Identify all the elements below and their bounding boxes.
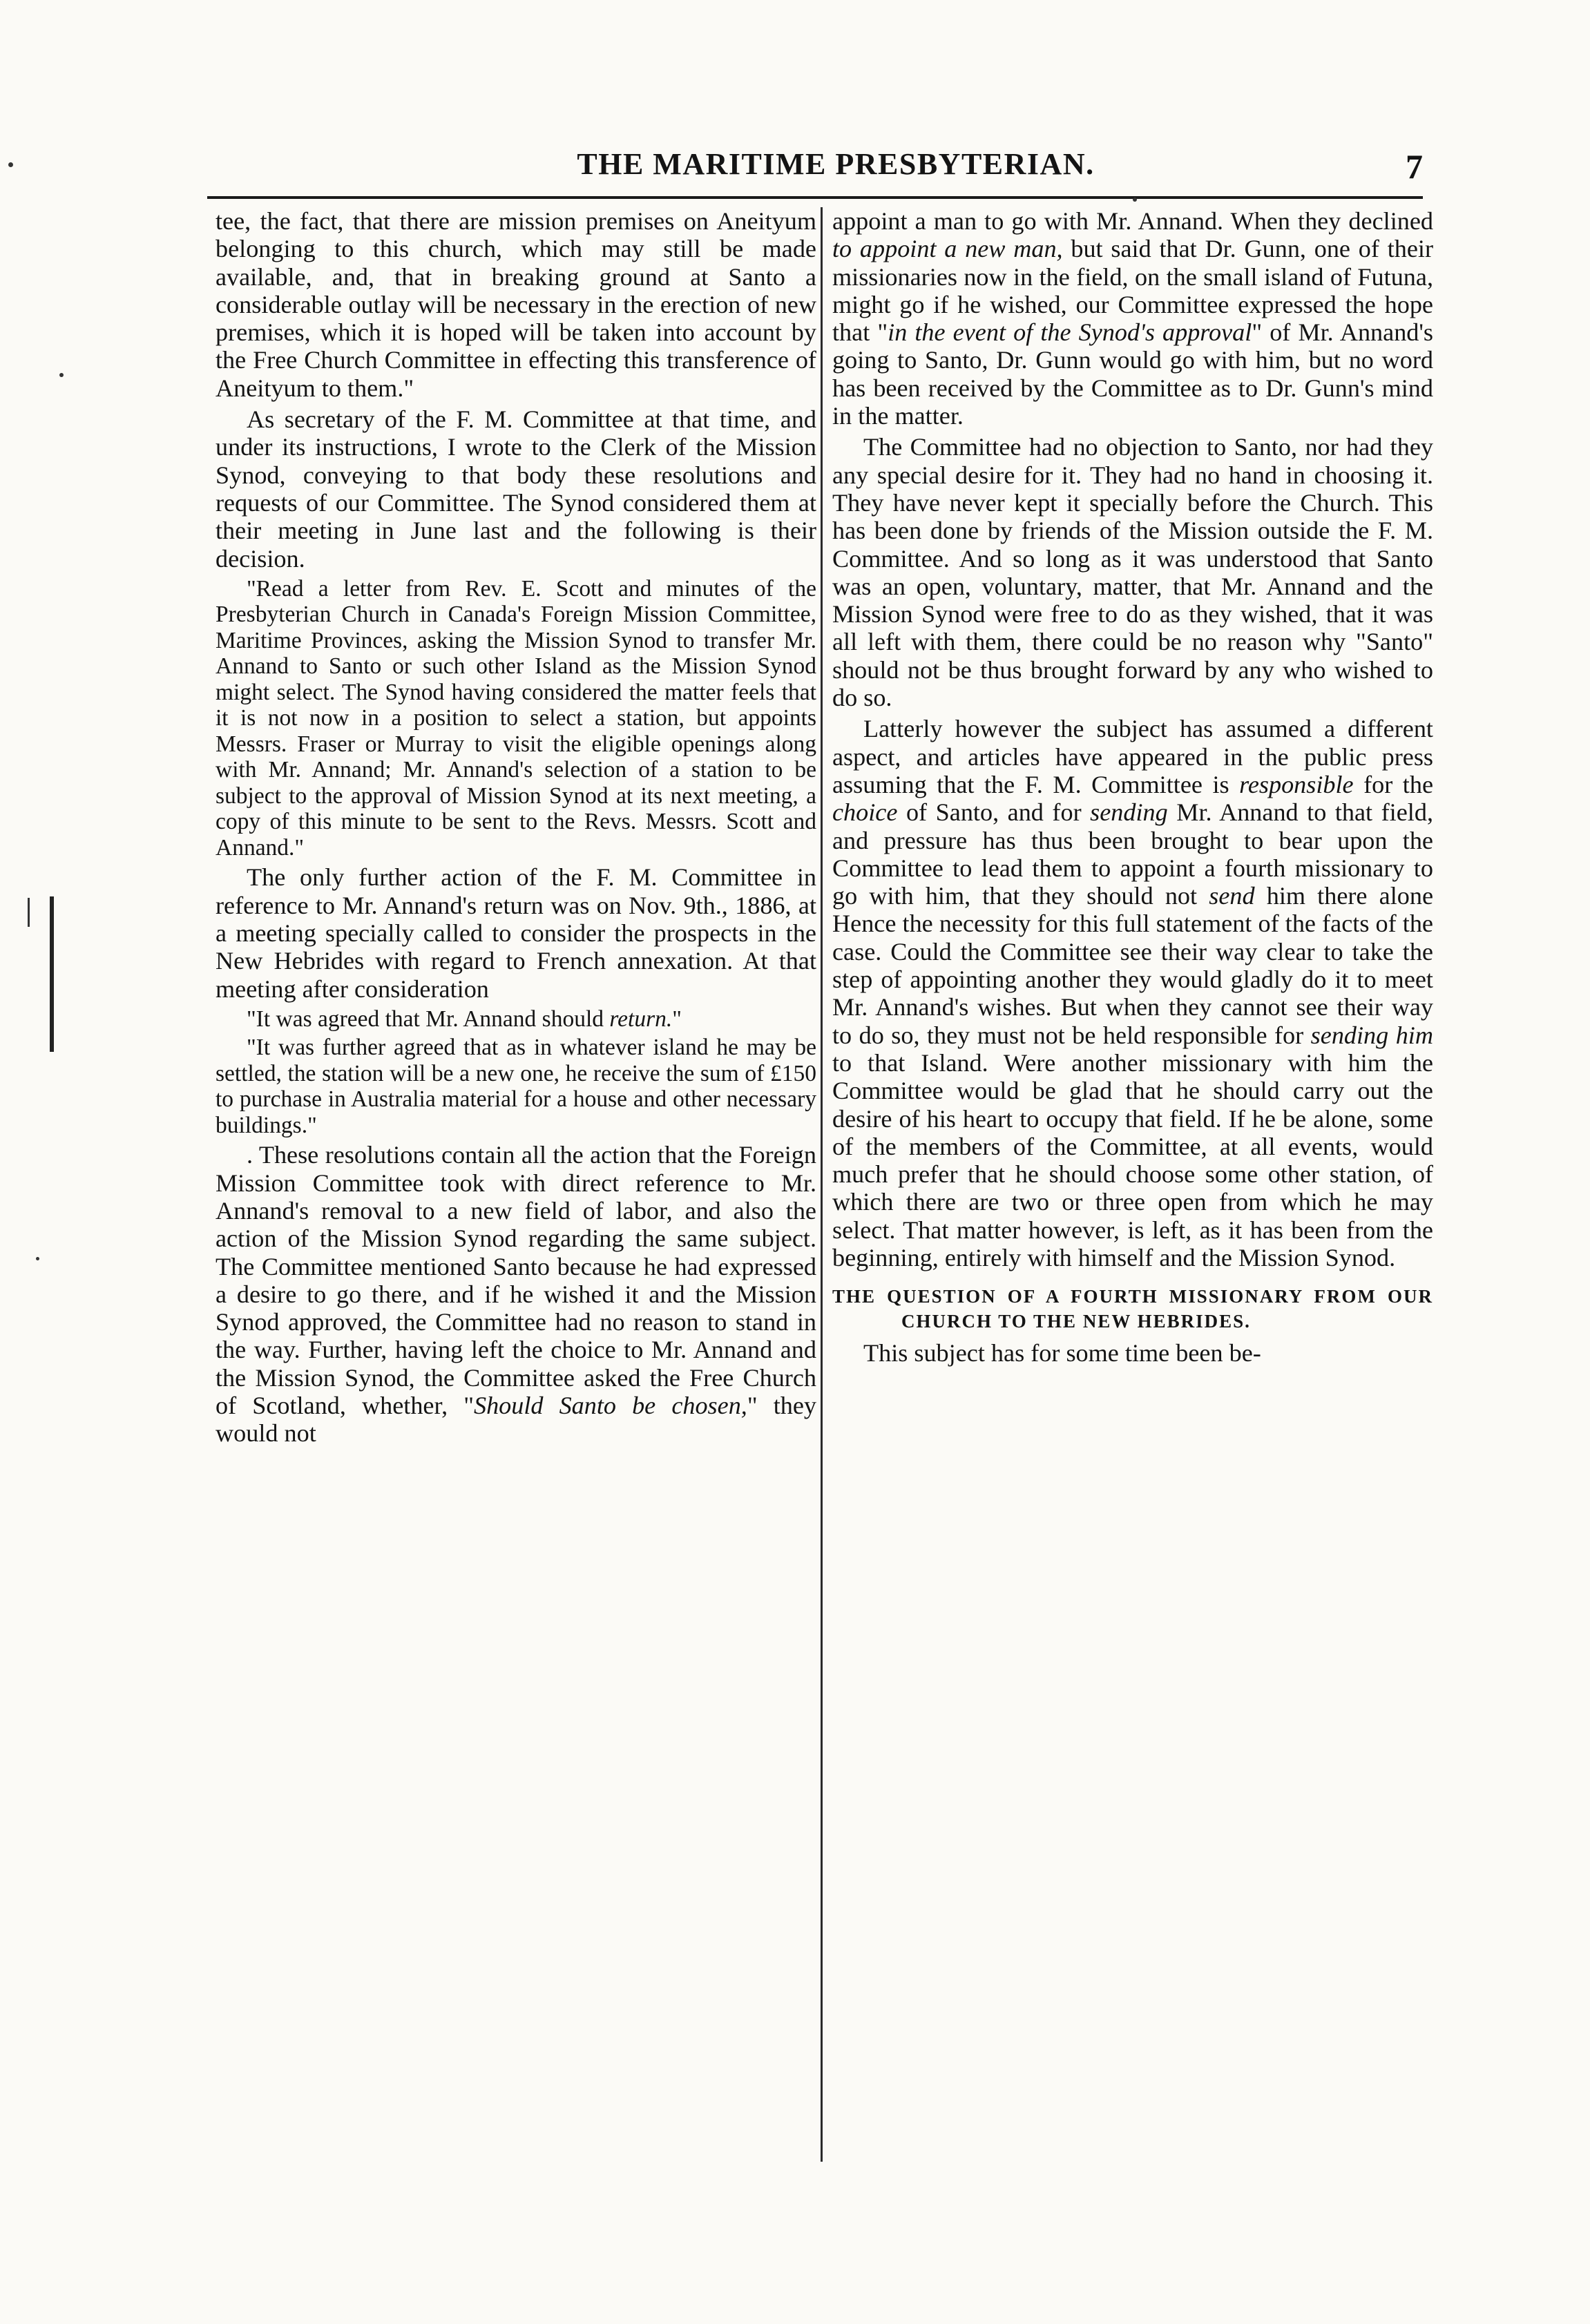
- italic-run: responsible: [1239, 770, 1354, 798]
- section-heading: THE QUESTION OF A FOURTH MISSIONARY FROM OUR CHURCH TO THE NEW HEBRIDES.: [832, 1286, 1433, 1332]
- paragraph: The only further action of the F. M. Committee in reference to Mr. Annand's return was on Nov. 9th., 1886, at a meeting specially called to consider the prospects in the New Hebrides with regard to French annexation. At that meeting after consideration: [215, 863, 816, 1003]
- text-run: " of Mr. Annand's going to Santo, Dr. Gunn would go with him, but no word has been received by the Committee as to Dr. Gunn's mind in the matter.: [832, 318, 1433, 430]
- text-run: to that Island. Were another missionary with him the Committee would be glad that he should carry out the desire of his heart to occupy that field. If he be alone, some of the members of the Committee, at all events, would much prefer that he should choose some other station, of which there are two or three open from which he may select. That matter however, is left, as it has been from the beginning, entirely with himself and the Mission Synod.: [832, 1048, 1433, 1271]
- paragraph: [832, 207, 1433, 430]
- italic-run: return.: [609, 1006, 673, 1032]
- text-run: appoint a man to go with Mr. Annand. When they declined: [832, 207, 1433, 235]
- text-run: " they would not: [215, 1392, 817, 1448]
- text-run: him there alone Hence the necessity for this full statement of the facts of the case. Could the Committee see their way clear to take the step of appointing another they would gladly do it to meet Mr. Annand's wishes. But when they cannot see their way to do so, they must not be held responsible for: [832, 882, 1434, 1049]
- speck: [8, 162, 13, 167]
- page-header: [207, 146, 1423, 202]
- margin-mark: [50, 896, 54, 1052]
- paragraph: [215, 1141, 816, 1447]
- italic-run: Should Santo be chosen,: [473, 1392, 747, 1420]
- italic-run: in the event of the Synod's approval: [888, 318, 1252, 347]
- italic-run: to appoint a new man,: [832, 235, 1063, 263]
- text-run: Mr. Annand to that field, and pressure has thus been brought to bear upon the Committee to lead them to appoint a fourth missionary to go with him, that they should not: [832, 798, 1433, 910]
- left-column: [215, 207, 816, 1451]
- paragraph: The Committee had no objection to Santo, nor had they any special desire for it. They had no hand in choosing it. They have never kept it specially before the Church. This has been done by friends of the Mission outside the F. M. Committee. And so long as it was understood that Santo was an open, voluntary, matter, that Mr. Annand and the Mission Synod were free to do as they wished, that it was all left with them, there could be no reason why "Santo" should not be thus brought forward by any who wished to do so.: [832, 433, 1433, 712]
- text-run: of Santo, and for: [897, 798, 1091, 827]
- speck: [36, 1257, 39, 1260]
- italic-run: send: [1209, 882, 1255, 910]
- running-title: THE MARITIME PRESBYTERIAN.: [577, 147, 1095, 181]
- quoted-minute: "Read a letter from Rev. E. Scott and minutes of the Presbyterian Church in Canada's Foreign Mission Committee, Maritime Provinces, asking the Mission Synod to transfer Mr. Annand to Santo or such other Island as the Mission Synod might select. The Synod having considered the matter feels that it is not now in a position to select a station, but appoints Messrs. Fraser or Murray to visit the eligible openings along with Mr. Annand; Mr. Annand's selection of a station to be subject to the approval of Mission Synod at its next meeting, a copy of this minute to be sent to the Revs. Messrs. Scott and Annand.": [215, 575, 816, 861]
- text-run: for the: [1353, 770, 1434, 798]
- speck: [59, 373, 64, 377]
- margin-mark-small: [28, 898, 30, 927]
- text-run: but said that Dr. Gunn, one of their missionaries now in the field, on the small island of Futuna, might go if he wished, our Committee expressed the hope that ": [832, 235, 1434, 347]
- paragraph: [832, 715, 1433, 1271]
- page-number: 7: [1406, 147, 1423, 186]
- paragraph: This subject has for some time been be-: [863, 1339, 1261, 1367]
- paragraph: tee, the fact, that there are mission premises on Aneityum belonging to this church, which may still be made available, and, that in breaking ground at Santo a considerable outlay will be necessary in the erection of new premises, which it is hoped will be taken into account by the Free Church Committee in effecting this transference of Aneityum to them.": [215, 207, 816, 402]
- header-rule: [207, 196, 1423, 199]
- italic-run: sending: [1090, 798, 1168, 827]
- text-run: ": [672, 1006, 682, 1032]
- italic-run: choice: [832, 798, 898, 827]
- paragraph: As secretary of the F. M. Committee at that time, and under its instructions, I wrote to the Clerk of the Mission Synod, conveying to that body these resolutions and requests of our Committee. The Synod considered them at their meeting in June last and the following is their decision.: [215, 405, 816, 573]
- text-run: Latterly however the subject has assumed a different aspect, and articles have appeared in the public press assuming that the F. M. Committee is: [832, 715, 1433, 798]
- text-run: . These resolutions contain all the action that the Foreign Mission Committee took with direct reference to Mr. Annand's removal to a new field of labor, and also the action of the Mission Synod regarding the same subject. The Committee mentioned Santo because he had expressed a desire to go there, and if he wished it and the Mission Synod approved, the Committee had no reason to stand in the way. Further, having left the choice to Mr. Annand and the Mission Synod, the Committee asked the Free Church of Scotland, whether, ": [215, 1141, 816, 1420]
- column-divider: [821, 207, 823, 2162]
- text-run: "It was agreed that Mr. Annand should: [247, 1006, 610, 1032]
- speck: [1133, 198, 1137, 202]
- quoted-resolution: [215, 1006, 816, 1033]
- right-column: [832, 207, 1433, 1371]
- italic-run: sending him: [1310, 1021, 1433, 1049]
- quoted-resolution: "It was further agreed that as in whatever island he may be settled, the station will be a new one, he receive the sum of £150 to purchase in Australia material for a house and other necessary buildings.": [215, 1035, 816, 1138]
